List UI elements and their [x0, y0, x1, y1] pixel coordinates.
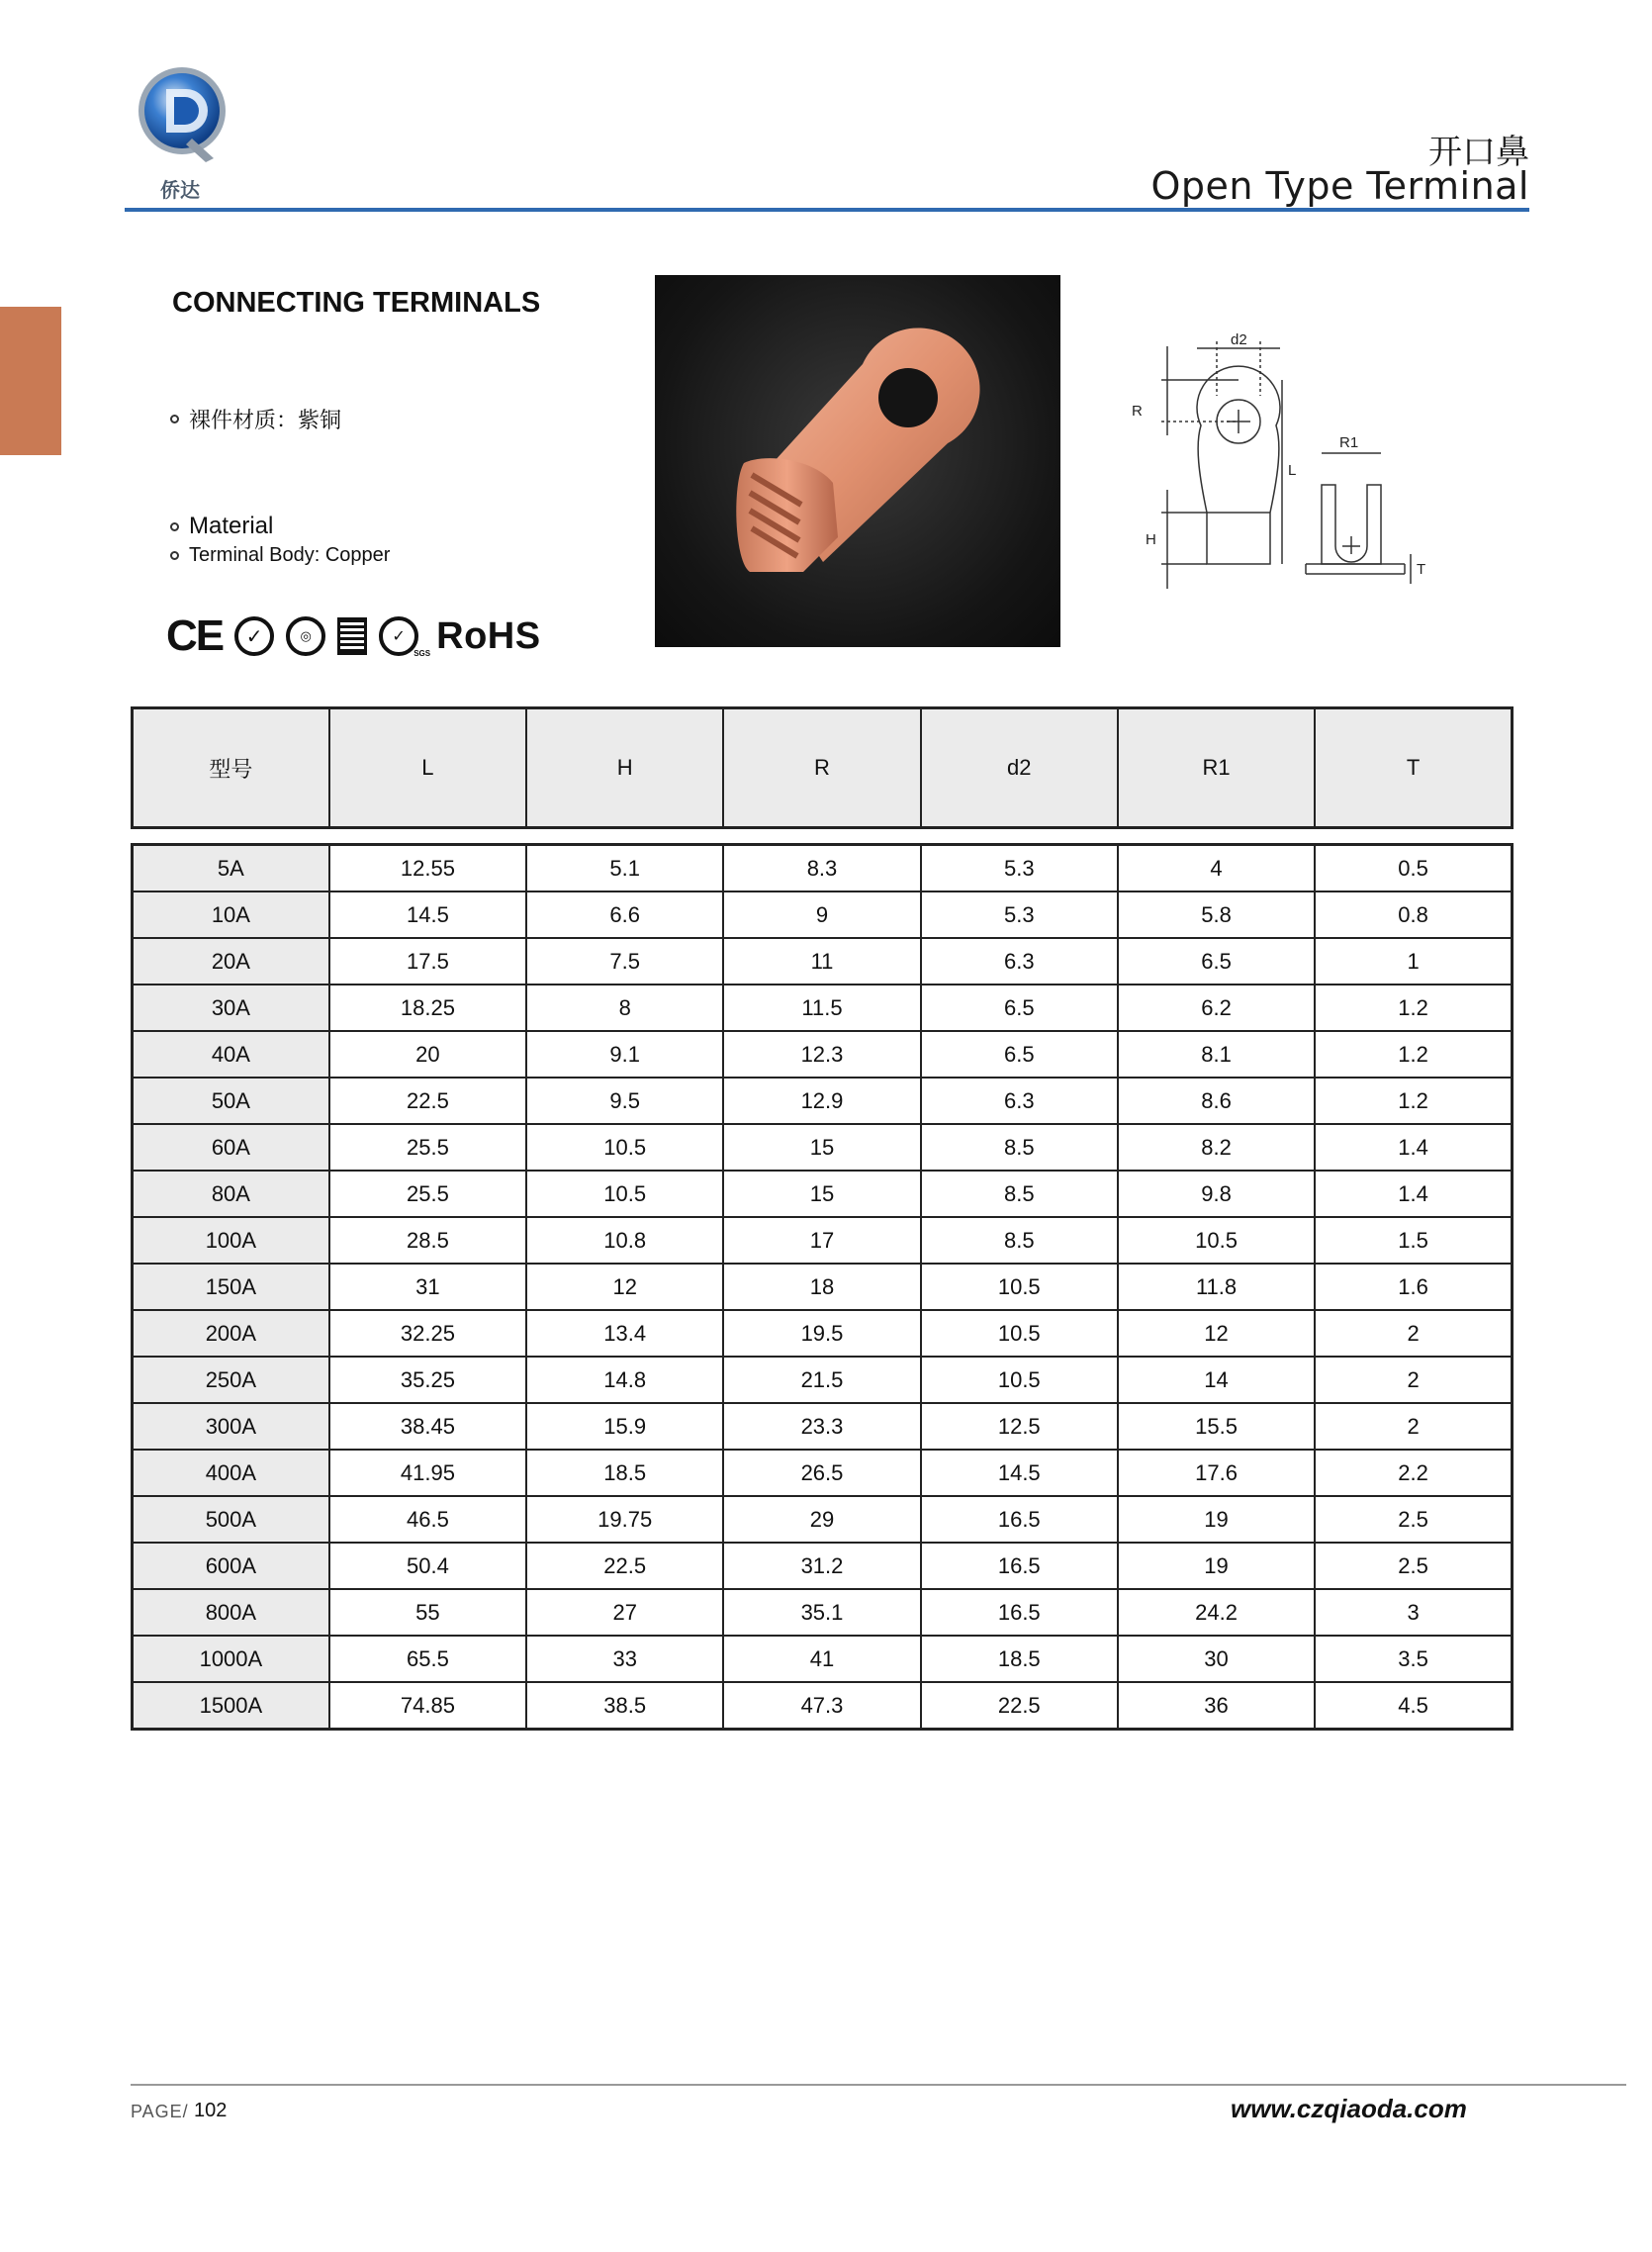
- value-cell: 12.9: [723, 1078, 920, 1124]
- value-cell: 1.5: [1315, 1217, 1512, 1264]
- value-cell: 21.5: [723, 1357, 920, 1403]
- value-cell: 26.5: [723, 1450, 920, 1496]
- table-row: [133, 1543, 1513, 1589]
- page-title-en: Open Type Terminal: [1150, 164, 1529, 208]
- model-cell: 5A: [133, 845, 329, 892]
- value-cell: 0.5: [1315, 845, 1512, 892]
- value-cell: 10.5: [921, 1357, 1118, 1403]
- value-cell: 0.8: [1315, 891, 1512, 938]
- model-cell: 100A: [133, 1217, 329, 1264]
- model-cell: 1500A: [133, 1682, 329, 1730]
- value-cell: 17.5: [329, 938, 526, 985]
- material-en-line: [170, 513, 273, 540]
- value-cell: 8.2: [1118, 1124, 1315, 1171]
- value-cell: 19: [1118, 1543, 1315, 1589]
- bullet-icon: [170, 522, 179, 531]
- value-cell: 41: [723, 1636, 920, 1682]
- table-row: [133, 1310, 1513, 1357]
- table-row: [133, 1357, 1513, 1403]
- value-cell: 8.5: [921, 1124, 1118, 1171]
- quality-cert-icon: [337, 617, 367, 655]
- value-cell: 47.3: [723, 1682, 920, 1730]
- value-cell: 22.5: [526, 1543, 723, 1589]
- header-divider: [125, 208, 1529, 212]
- terminal-body-text: Terminal Body: Copper: [189, 544, 391, 566]
- header-cell-r: R: [723, 708, 920, 828]
- value-cell: 6.5: [921, 985, 1118, 1031]
- brand-text: 侨达: [160, 178, 200, 202]
- value-cell: 1.4: [1315, 1171, 1512, 1217]
- value-cell: 50.4: [329, 1543, 526, 1589]
- value-cell: 14.8: [526, 1357, 723, 1403]
- value-cell: 10.5: [526, 1124, 723, 1171]
- value-cell: 25.5: [329, 1171, 526, 1217]
- value-cell: 2.2: [1315, 1450, 1512, 1496]
- table-row: [133, 1031, 1513, 1078]
- value-cell: 14.5: [329, 891, 526, 938]
- value-cell: 38.5: [526, 1682, 723, 1730]
- value-cell: 16.5: [921, 1589, 1118, 1636]
- value-cell: 17.6: [1118, 1450, 1315, 1496]
- value-cell: 4.5: [1315, 1682, 1512, 1730]
- value-cell: 1: [1315, 938, 1512, 985]
- value-cell: 35.25: [329, 1357, 526, 1403]
- value-cell: 2: [1315, 1403, 1512, 1450]
- rohs-mark: RoHS: [436, 614, 541, 657]
- table-row: [133, 1403, 1513, 1450]
- value-cell: 12: [526, 1264, 723, 1310]
- material-en-text: Material: [189, 513, 274, 539]
- model-cell: 800A: [133, 1589, 329, 1636]
- product-photo: [655, 275, 1060, 647]
- value-cell: 23.3: [723, 1403, 920, 1450]
- bullet-icon: [170, 415, 179, 423]
- model-cell: 250A: [133, 1357, 329, 1403]
- value-cell: 10.5: [526, 1171, 723, 1217]
- table-row: [133, 1682, 1513, 1730]
- model-cell: 400A: [133, 1450, 329, 1496]
- material-cn-text: 裸件材质：紫铜: [189, 409, 342, 433]
- model-cell: 10A: [133, 891, 329, 938]
- header-cell-r1: R1: [1118, 708, 1315, 828]
- value-cell: 15.5: [1118, 1403, 1315, 1450]
- table-row: [133, 845, 1513, 892]
- value-cell: 2: [1315, 1357, 1512, 1403]
- value-cell: 12.3: [723, 1031, 920, 1078]
- value-cell: 15: [723, 1124, 920, 1171]
- value-cell: 22.5: [921, 1682, 1118, 1730]
- value-cell: 9: [723, 891, 920, 938]
- header-cell-h: H: [526, 708, 723, 828]
- model-cell: 200A: [133, 1310, 329, 1357]
- section-side-tab: [0, 307, 61, 455]
- value-cell: 74.85: [329, 1682, 526, 1730]
- t-label: T: [1417, 561, 1426, 578]
- table-row: [133, 1264, 1513, 1310]
- value-cell: 29: [723, 1496, 920, 1543]
- l-label: L: [1288, 462, 1297, 479]
- value-cell: 18: [723, 1264, 920, 1310]
- value-cell: 1.4: [1315, 1124, 1512, 1171]
- model-cell: 600A: [133, 1543, 329, 1589]
- value-cell: 6.3: [921, 938, 1118, 985]
- certification-marks: [166, 611, 541, 661]
- value-cell: 38.45: [329, 1403, 526, 1450]
- value-cell: 14: [1118, 1357, 1315, 1403]
- header-cell-t: T: [1315, 708, 1512, 828]
- r-label: R: [1132, 403, 1143, 420]
- value-cell: 17: [723, 1217, 920, 1264]
- value-cell: 11.5: [723, 985, 920, 1031]
- material-cn-line: [170, 404, 341, 434]
- table-row: [133, 1589, 1513, 1636]
- value-cell: 65.5: [329, 1636, 526, 1682]
- section-title: CONNECTING TERMINALS: [172, 287, 541, 319]
- spec-table-header: [131, 706, 1514, 829]
- value-cell: 18.5: [526, 1450, 723, 1496]
- value-cell: 22.5: [329, 1078, 526, 1124]
- ce-mark: CE: [166, 611, 224, 660]
- value-cell: 9.5: [526, 1078, 723, 1124]
- value-cell: 3.5: [1315, 1636, 1512, 1682]
- value-cell: 12: [1118, 1310, 1315, 1357]
- value-cell: 28.5: [329, 1217, 526, 1264]
- value-cell: 6.5: [1118, 938, 1315, 985]
- footer-divider: [131, 2084, 1626, 2086]
- value-cell: 2.5: [1315, 1496, 1512, 1543]
- value-cell: 55: [329, 1589, 526, 1636]
- header-cell-model: 型号: [133, 708, 329, 828]
- value-cell: 15.9: [526, 1403, 723, 1450]
- value-cell: 36: [1118, 1682, 1315, 1730]
- value-cell: 12.55: [329, 845, 526, 892]
- value-cell: 3: [1315, 1589, 1512, 1636]
- value-cell: 6.3: [921, 1078, 1118, 1124]
- value-cell: 10.5: [1118, 1217, 1315, 1264]
- value-cell: 8.5: [921, 1171, 1118, 1217]
- spec-table-body: [131, 843, 1514, 1731]
- model-cell: 300A: [133, 1403, 329, 1450]
- bullet-icon: [170, 551, 179, 560]
- table-row: [133, 1636, 1513, 1682]
- value-cell: 7.5: [526, 938, 723, 985]
- model-cell: 40A: [133, 1031, 329, 1078]
- check-cert-icon: ✓: [234, 616, 274, 656]
- value-cell: 8: [526, 985, 723, 1031]
- value-cell: 18.25: [329, 985, 526, 1031]
- table-row: [133, 1496, 1513, 1543]
- page-label: PAGE/: [131, 2102, 189, 2121]
- value-cell: 13.4: [526, 1310, 723, 1357]
- website-url: www.czqiaoda.com: [1231, 2094, 1467, 2123]
- value-cell: 2: [1315, 1310, 1512, 1357]
- value-cell: 8.6: [1118, 1078, 1315, 1124]
- value-cell: 31: [329, 1264, 526, 1310]
- table-row: [133, 1124, 1513, 1171]
- value-cell: 1.2: [1315, 1031, 1512, 1078]
- model-cell: 60A: [133, 1124, 329, 1171]
- value-cell: 33: [526, 1636, 723, 1682]
- model-cell: 20A: [133, 938, 329, 985]
- value-cell: 19: [1118, 1496, 1315, 1543]
- value-cell: 11: [723, 938, 920, 985]
- value-cell: 8.1: [1118, 1031, 1315, 1078]
- table-row: [133, 1450, 1513, 1496]
- model-cell: 50A: [133, 1078, 329, 1124]
- value-cell: 15: [723, 1171, 920, 1217]
- value-cell: 16.5: [921, 1543, 1118, 1589]
- d2-label: d2: [1231, 331, 1247, 348]
- sgs-cert-label: SGS: [413, 649, 431, 658]
- header-cell-l: L: [329, 708, 526, 828]
- value-cell: 12.5: [921, 1403, 1118, 1450]
- value-cell: 27: [526, 1589, 723, 1636]
- value-cell: 35.1: [723, 1589, 920, 1636]
- value-cell: 5.3: [921, 845, 1118, 892]
- value-cell: 6.5: [921, 1031, 1118, 1078]
- value-cell: 5.3: [921, 891, 1118, 938]
- model-cell: 150A: [133, 1264, 329, 1310]
- value-cell: 2.5: [1315, 1543, 1512, 1589]
- page-title-cn: 开口鼻: [1428, 133, 1529, 172]
- value-cell: 18.5: [921, 1636, 1118, 1682]
- value-cell: 6.6: [526, 891, 723, 938]
- value-cell: 32.25: [329, 1310, 526, 1357]
- table-row: [133, 938, 1513, 985]
- model-cell: 500A: [133, 1496, 329, 1543]
- table-row: [133, 1171, 1513, 1217]
- value-cell: 10.5: [921, 1264, 1118, 1310]
- value-cell: 25.5: [329, 1124, 526, 1171]
- value-cell: 5.8: [1118, 891, 1315, 938]
- value-cell: 6.2: [1118, 985, 1315, 1031]
- terminal-body-line: [170, 544, 390, 567]
- ccc-cert-icon: ◎: [286, 616, 325, 656]
- value-cell: 1.2: [1315, 985, 1512, 1031]
- page-number: 102: [194, 2100, 228, 2121]
- value-cell: 14.5: [921, 1450, 1118, 1496]
- value-cell: 30: [1118, 1636, 1315, 1682]
- model-cell: 1000A: [133, 1636, 329, 1682]
- value-cell: 16.5: [921, 1496, 1118, 1543]
- value-cell: 19.5: [723, 1310, 920, 1357]
- value-cell: 1.2: [1315, 1078, 1512, 1124]
- table-row: [133, 985, 1513, 1031]
- model-cell: 30A: [133, 985, 329, 1031]
- value-cell: 1.6: [1315, 1264, 1512, 1310]
- value-cell: 10.8: [526, 1217, 723, 1264]
- dimension-drawing: [1128, 327, 1464, 604]
- value-cell: 5.1: [526, 845, 723, 892]
- value-cell: 8.5: [921, 1217, 1118, 1264]
- value-cell: 9.1: [526, 1031, 723, 1078]
- value-cell: 24.2: [1118, 1589, 1315, 1636]
- value-cell: 19.75: [526, 1496, 723, 1543]
- value-cell: 10.5: [921, 1310, 1118, 1357]
- table-row: [133, 1217, 1513, 1264]
- value-cell: 41.95: [329, 1450, 526, 1496]
- sgs-cert-icon: ✓ SGS: [379, 616, 418, 656]
- value-cell: 31.2: [723, 1543, 920, 1589]
- header-cell-d2: d2: [921, 708, 1118, 828]
- h-label: H: [1146, 531, 1156, 548]
- table-row: [133, 1078, 1513, 1124]
- value-cell: 9.8: [1118, 1171, 1315, 1217]
- value-cell: 20: [329, 1031, 526, 1078]
- r1-label: R1: [1339, 434, 1359, 451]
- table-row: [133, 891, 1513, 938]
- value-cell: 4: [1118, 845, 1315, 892]
- value-cell: 8.3: [723, 845, 920, 892]
- model-cell: 80A: [133, 1171, 329, 1217]
- value-cell: 11.8: [1118, 1264, 1315, 1310]
- value-cell: 46.5: [329, 1496, 526, 1543]
